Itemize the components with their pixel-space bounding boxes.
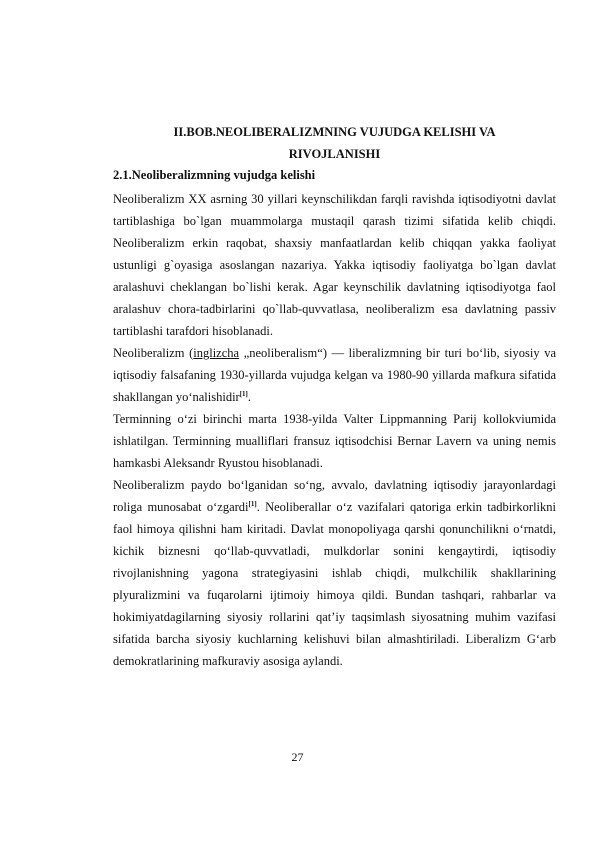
paragraph-4-start: Neoliberalizm paydo bo‘lganidan so‘ng, avvalo, davlatning iqtisodiy jarayonlardagi roliga munosabat o‘zgardi: [113, 478, 556, 514]
paragraph-2-middle: „neoliberalism“) — liberalizmning bir turi bo‘lib, siyosiy va iqtisodiy falsafaning 1930-yillarda vujudga kelgan va 1980-90 yillarda mafkura sifatida shakllangan yo‘nalishidir: [113, 346, 556, 404]
paragraph-2: [113, 342, 556, 408]
page-number: 27: [291, 750, 304, 764]
chapter-title: [113, 121, 556, 165]
paragraph-2-start: Neoliberalizm (: [113, 346, 194, 360]
body-text: [113, 188, 556, 672]
paragraph-2-end: .: [247, 390, 252, 404]
paragraph-4: [113, 474, 556, 672]
chapter-title-line-2: RIVOJLANISHI: [288, 147, 381, 161]
paragraph-3: Terminning o‘zi birinchi marta 1938-yilda Valter Lippmanning Parij kollokviumida ishlatilgan. Terminning mualliflari fransuz iqtisodchisi Bernar Lavern va uning nemis hamkasbi Aleksandr Ryustou hisoblanadi.: [113, 412, 556, 470]
section-title: 2.1.Neoliberalizmning vujudga kelishi: [113, 168, 316, 182]
paragraph-4-rest: . Neoliberallar o‘z vazifalari qatoriga erkin tadbirkorlikni faol himoya qilishni ham kiritadi. Davlat monopoliyaga qarshi qonunchilikni o‘rnatdi, kichik biznesni qo‘llab-quvvatladi, mulkdorlar sonini kengaytirdi, iqtisodiy rivojlanishning yagona strategiyasini ishlab chiqdi, mulkchilik shakllarining plyuralizmini va fuqarolarni ijtimoiy himoya qildi. Bundan tashqari, rahbarlar va hokimiyatdagilarning siyosiy rollarini qat’iy taqsimlash siyosatning muhim vazifasi sifatida barcha siyosiy kuchlarning kelishuvi bilan almashtiriladi. Liberalizm G‘arb demokratlarining mafkuraviy asosiga aylandi.: [113, 500, 556, 668]
chapter-title-line-1: II.BOB.NEOLIBERALIZMNING VUJUDGA KELISHI VA: [173, 125, 496, 139]
paragraph-1: Neoliberalizm XX asrning 30 yillari keynschilikdan farqli ravishda iqtisodiyotni davlat tartiblashiga bo`lgan muammolarga mustaqil qarash tizimi sifatida kelib chiqdi. Neoliberalizm erkin raqobat, shaxsiy manfaatlardan kelib chiqqan yakka faoliyat ustunligi g`oyasiga asoslangan nazariya. Yakka iqtisodiy faoliyatga bo`lgan davlat aralashuvi cheklangan bo`lishi kerak. Agar keynschilik davlatning iqtisodiyotga faol aralashuv chora-tadbirlarini qo`llab-quvvatlasa, neoliberalizm esa davlatning passiv tartiblashi tarafdori hisoblanadi.: [113, 192, 556, 338]
inglizcha-link[interactable]: inglizcha: [193, 346, 240, 360]
footnote-ref-2[interactable]: [1]: [248, 499, 257, 508]
footnote-ref-1[interactable]: [1]: [239, 389, 248, 398]
